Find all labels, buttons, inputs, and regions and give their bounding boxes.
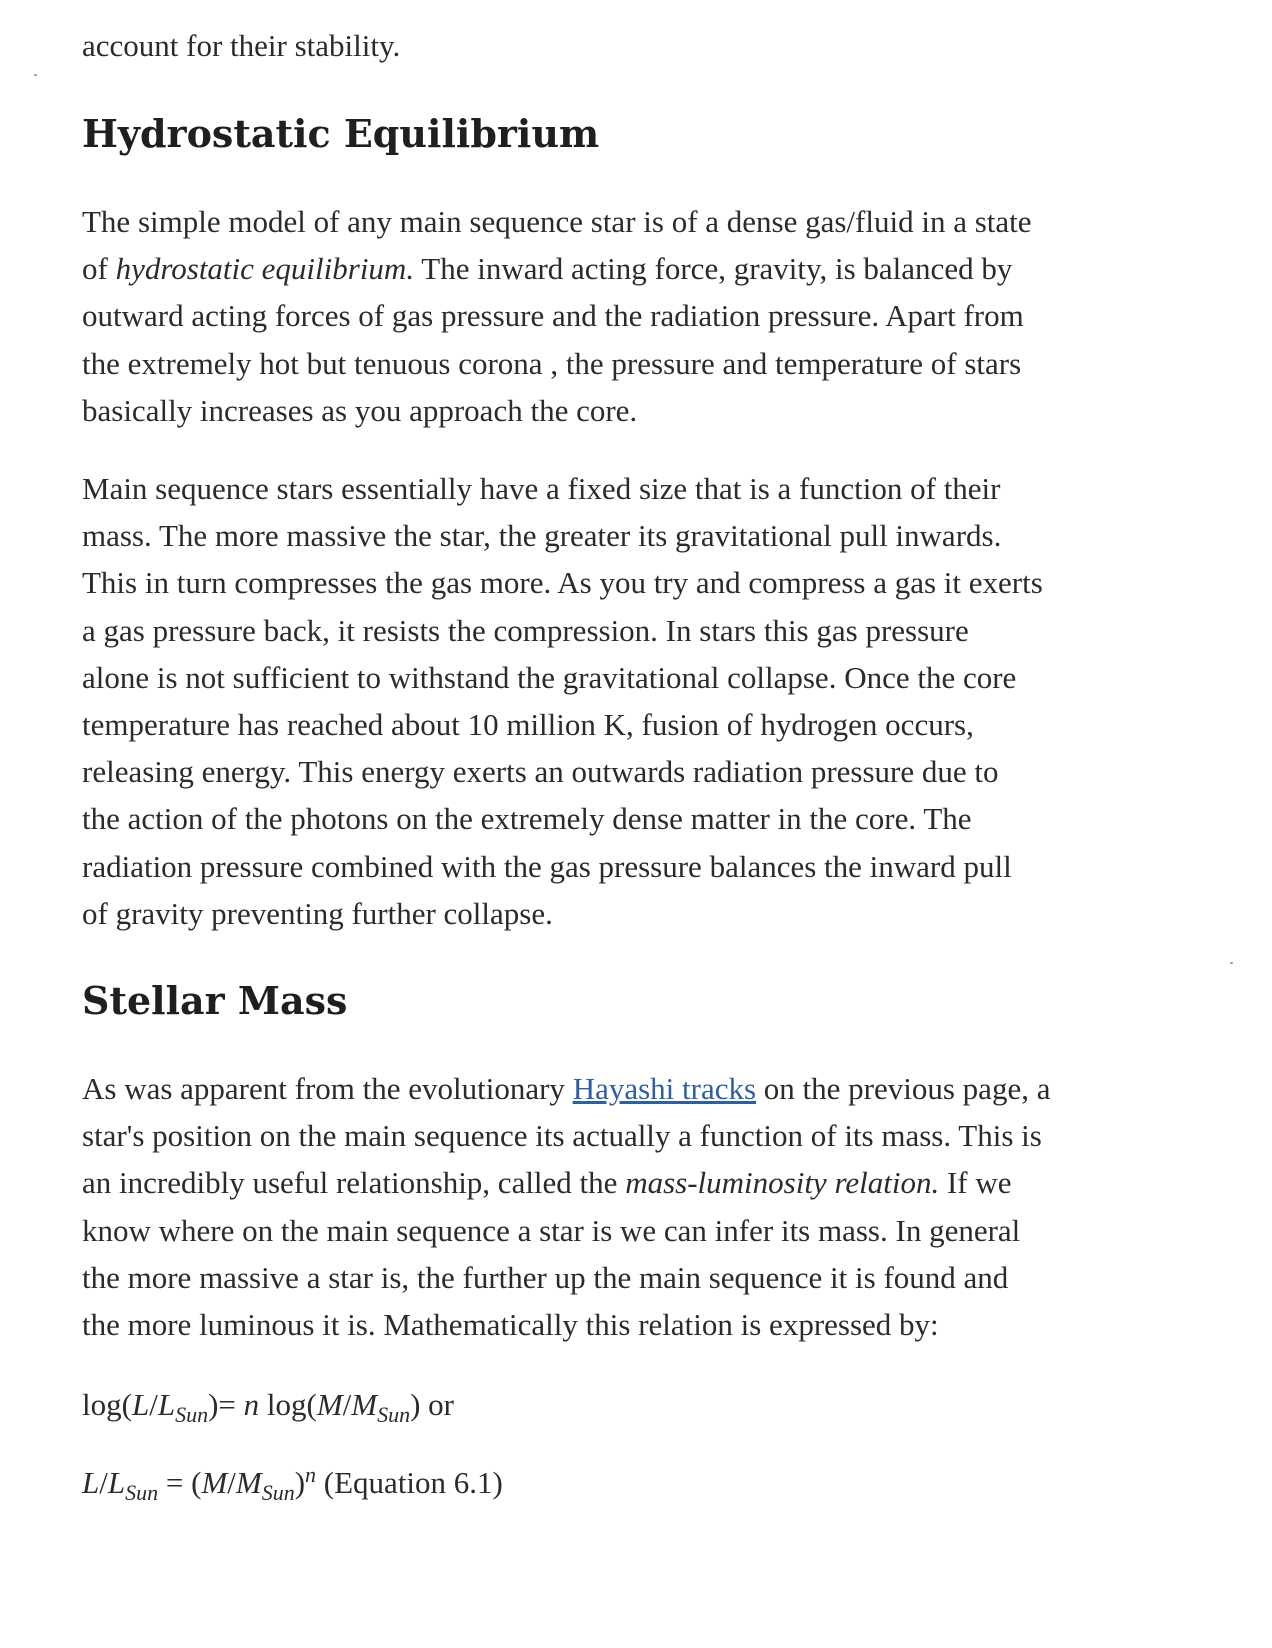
text-line: the extremely hot but tenuous corona , the pressure and temperature of stars [82, 345, 1022, 381]
eq-text: / [149, 1387, 158, 1422]
paragraph-stellar-mass [82, 1065, 1202, 1348]
eq-subscript-sun [377, 1402, 410, 1427]
text-line: outward acting forces of gas pressure and the radiation pressure. Apart from [82, 298, 1024, 334]
eq-text: log( [259, 1387, 317, 1422]
eq-var-m: M [201, 1465, 228, 1500]
text-line: mass. The more massive the star, the greater its gravitational pull inwards. [82, 518, 1002, 554]
eq-subscript-text: Sun [261, 1480, 295, 1505]
eq-text: / [99, 1465, 108, 1500]
eq-exponent-text: n [305, 1462, 317, 1487]
text-line [82, 245, 1202, 292]
text-segment: of [82, 251, 116, 287]
eq-subscript-text: Sun [125, 1480, 159, 1505]
text-line: the more massive a star is, the further up the main sequence it is found and [82, 1259, 1009, 1295]
text-line: star's position on the main sequence its actually a function of its mass. This is [82, 1118, 1042, 1154]
text-line: The simple model of any main sequence star is of a dense gas/fluid in a state [82, 204, 1032, 239]
text-line: alone is not sufficient to withstand the gravitational collapse. Once the core [82, 659, 1017, 695]
equation-label: (Equation 6.1) [316, 1465, 503, 1500]
text-segment: As was apparent from the evolutionary [82, 1071, 573, 1106]
text-segment: on the previous page, a [756, 1071, 1051, 1106]
hayashi-tracks-link[interactable]: Hayashi tracks [572, 1071, 757, 1106]
emphasis-mass-luminosity-relation: mass-luminosity relation. [625, 1165, 940, 1201]
eq-subscript-sun [175, 1402, 208, 1427]
eq-var-m: M [316, 1387, 343, 1422]
eq-subscript-sun [262, 1480, 295, 1505]
equation-log-form [82, 1383, 454, 1427]
eq-exponent-n [305, 1462, 316, 1487]
eq-text: ) or [410, 1387, 454, 1422]
scan-speck [34, 74, 37, 76]
eq-var-n: n [243, 1387, 260, 1422]
eq-text: = ( [158, 1465, 202, 1500]
text-line: temperature has reached about 10 million K, fusion of hydrogen occurs, [82, 707, 974, 743]
eq-subscript-text: Sun [175, 1402, 209, 1427]
emphasis-hydrostatic-equilibrium: hydrostatic equilibrium. [115, 251, 415, 287]
heading-stellar-mass: Stellar Mass [82, 978, 348, 1023]
text-line: the action of the photons on the extremely dense matter in the core. The [82, 801, 972, 837]
text-line: the more luminous it is. Mathematically this relation is expressed by: [82, 1307, 939, 1343]
text-segment: If we [939, 1165, 1012, 1201]
eq-var-m-sun: M [235, 1465, 262, 1500]
heading-hydrostatic-equilibrium: Hydrostatic Equilibrium [82, 111, 600, 156]
lead-text: account for their stability. [82, 28, 401, 63]
text-line: radiation pressure combined with the gas pressure balances the inward pull [82, 848, 1012, 884]
text-line: know where on the main sequence a star is we can infer its mass. In general [82, 1212, 1021, 1248]
eq-text: log( [82, 1387, 132, 1422]
text-line: Main sequence stars essentially have a fixed size that is a function of their [82, 471, 1001, 506]
eq-text: ) [294, 1465, 306, 1500]
text-line [82, 1065, 1202, 1112]
eq-text: / [342, 1387, 352, 1422]
eq-text: / [227, 1465, 236, 1500]
text-segment: The inward acting force, gravity, is balanced by [414, 251, 1013, 287]
text-line: releasing energy. This energy exerts an outwards radiation pressure due to [82, 754, 999, 790]
text-line: This in turn compresses the gas more. As you try and compress a gas it exerts [82, 565, 1043, 601]
eq-var-m-sun: M [351, 1387, 378, 1422]
eq-subscript-sun [125, 1480, 158, 1505]
eq-var-l: L [82, 1465, 100, 1500]
eq-text: )= [208, 1387, 244, 1422]
equation-6-1 [82, 1461, 503, 1505]
text-line: of gravity preventing further collapse. [82, 895, 553, 931]
eq-subscript-text: Sun [377, 1402, 411, 1427]
text-line [82, 1159, 1202, 1206]
paragraph-main-sequence-size [82, 465, 1202, 937]
text-line: basically increases as you approach the core. [82, 392, 638, 428]
eq-var-l-sun: L [107, 1465, 126, 1500]
eq-var-l: L [131, 1387, 150, 1422]
text-line: a gas pressure back, it resists the compression. In stars this gas pressure [82, 612, 969, 648]
scan-speck [1230, 962, 1233, 964]
paragraph-hydrostatic-model [82, 198, 1202, 434]
eq-var-l-sun: L [157, 1387, 176, 1422]
text-segment: an incredibly useful relationship, called the [82, 1165, 626, 1201]
